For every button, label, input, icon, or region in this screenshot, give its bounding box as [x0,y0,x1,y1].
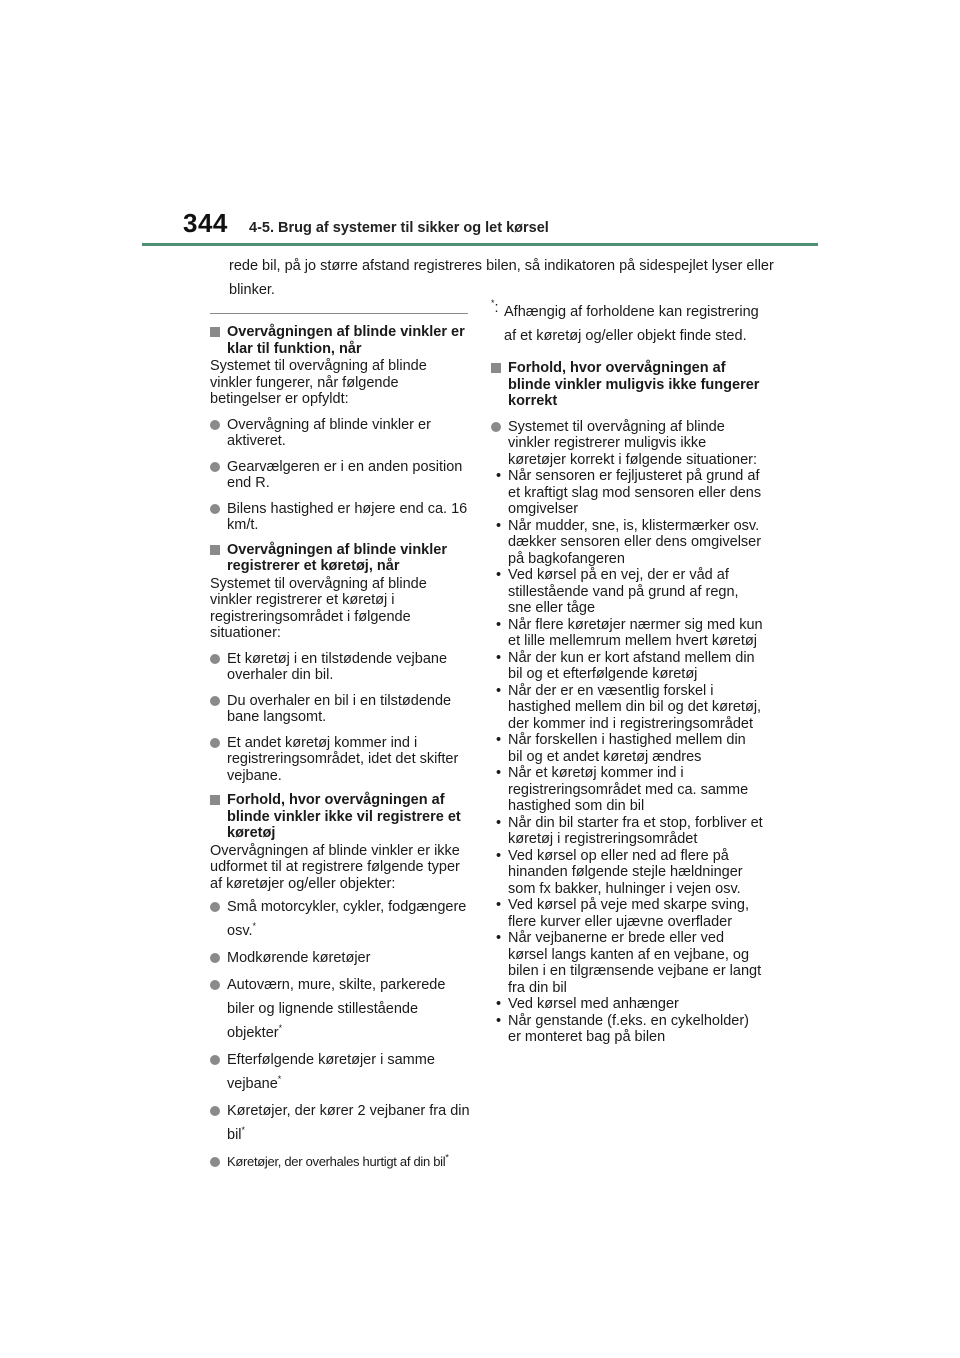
list-item: Køretøjer, der overhales hurtigt af din bil* [210,1150,472,1174]
sub-list-item: • Ved kørsel med anhænger [496,996,679,1012]
dot-marker-icon: • [496,847,502,864]
section-text: Overvågningen af blinde vinkler er ikke udformet til at registrere følgende typer af køretøjer og/eller objekter: [210,842,460,892]
dot-marker-icon: • [496,1012,502,1029]
sub-list-item: • Når der kun er kort afstand mellem din bil og et efterfølgende køretøj [496,649,755,682]
footnote-mark: *: [491,298,499,316]
circle-bullet-icon [210,1106,220,1116]
dot-marker-icon: • [496,996,502,1012]
circle-bullet-icon [491,422,501,432]
sub-list-item: • Ved kørsel på veje med skarpe sving, flere kurver eller ujævne overflader [496,897,749,930]
column-divider [210,313,468,314]
dot-marker-icon: • [496,732,502,748]
sub-list-item: • Når vejbanerne er brede eller ved kørsel langs kanten af en vejbane, og bilen i en tilgrænsende vejbane er langt fra din bil [496,930,762,996]
sub-list-item: • Når et køretøj kommer ind i registreringsområdet med ca. samme hastighed som din bil [496,765,749,814]
list-item: Modkørende køretøjer [210,946,472,970]
circle-bullet-icon [210,654,220,664]
section-heading: Overvågningen af blinde vinkler registrerer et køretøj, når [210,542,472,575]
list-item: Efterfølgende køretøjer i samme vejbane* [210,1048,472,1096]
page-number: 344 [183,208,228,238]
dot-marker-icon: • [496,649,502,666]
sub-list-item: • Når mudder, sne, is, klistermærker osv. dækker sensoren eller dens omgivelser på bagkofangeren [496,517,762,567]
section-text: Systemet til overvågning af blinde vinkler fungerer, når følgende betingelser er opfyldt: [210,358,427,407]
circle-bullet-icon [210,1055,220,1065]
list-item: Et andet køretøj kommer ind i registreringsområdet, idet det skifter vejbane. [210,735,472,785]
left-column [210,316,472,1174]
header-rule [142,243,818,246]
circle-bullet-icon [210,462,220,472]
sub-list-item: • Når forskellen i hastighed mellem din bil og et andet køretøj ændres [496,732,746,765]
list-item: Du overhaler en bil i en tilstødende bane langsomt. [210,693,472,726]
circle-bullet-icon [210,696,220,706]
square-bullet-icon [491,363,501,373]
square-bullet-icon [210,545,220,555]
right-column [491,300,763,1046]
list-item: Autoværn, mure, skilte, parkerede biler og lignende stillestående objekter* [210,973,472,1045]
sub-list-item: • Ved kørsel op eller ned ad flere på hinanden følgende stejle hældninger som fx bakker, hulninger i vejen osv. [496,847,743,897]
dot-marker-icon: • [496,468,502,484]
list-item: Overvågning af blinde vinkler er aktiveret. [210,417,472,450]
sub-list-item: • Ved kørsel på en vej, der er våd af stillestående vand på grund af regn, sne eller tåge [496,567,739,616]
sub-list-item: • Når sensoren er fejljusteret på grund af et kraftigt slag mod sensoren eller dens omgivelser [496,468,762,517]
list-item: Systemet til overvågning af blinde vinkler registrerer muligvis ikke køretøjer korrekt i følgende situationer: [491,419,763,469]
section-heading: Forhold, hvor overvågningen af blinde vinkler ikke vil registrere et køretøj [210,792,472,842]
circle-bullet-icon [210,738,220,748]
section-heading: Overvågningen af blinde vinkler er klar til funktion, når [210,324,472,357]
list-item: Gearvælgeren er i en anden position end R. [210,459,472,492]
circle-bullet-icon [210,902,220,912]
dot-marker-icon: • [496,567,502,583]
square-bullet-icon [210,795,220,805]
section-text: Systemet til overvågning af blinde vinkler registrerer et køretøj i registreringsområdet i følgende situationer: [210,575,427,641]
circle-bullet-icon [210,1157,220,1167]
sub-list-item: • Når der er en væsentlig forskel i hastighed mellem din bil og det køretøj, der kommer ind i registreringsområdet [496,682,762,732]
sub-list-item: • Når genstande (f.eks. en cykelholder) er monteret bag på bilen [496,1012,749,1045]
dot-marker-icon: • [496,517,502,534]
intro-paragraph: rede bil, på jo større afstand registreres bilen, så indikatoren på sidespejlet lyser eller blinker. [229,258,774,298]
footnote: *: Afhængig af forholdene kan registrering af et køretøj og/eller objekt finde sted. [491,300,763,348]
sub-list-item: • Når din bil starter fra et stop, forbliver et køretøj i registreringsområdet [496,814,763,847]
list-item: Køretøjer, der kører 2 vejbaner fra din bil* [210,1099,472,1147]
circle-bullet-icon [210,420,220,430]
dot-marker-icon: • [496,814,502,831]
circle-bullet-icon [210,504,220,514]
circle-bullet-icon [210,980,220,990]
circle-bullet-icon [210,953,220,963]
list-item: Et køretøj i en tilstødende vejbane overhaler din bil. [210,651,472,684]
list-item: Bilens hastighed er højere end ca. 16 km/t. [210,501,472,534]
dot-marker-icon: • [496,616,502,633]
dot-marker-icon: • [496,930,502,946]
dot-marker-icon: • [496,897,502,913]
dot-marker-icon: • [496,765,502,781]
chapter-title: 4-5. Brug af systemer til sikker og let kørsel [249,220,549,236]
square-bullet-icon [210,327,220,337]
list-item: Små motorcykler, cykler, fodgængere osv.* [210,895,472,943]
section-heading: Forhold, hvor overvågningen af blinde vinkler muligvis ikke fungerer korrekt [491,360,763,410]
sub-list [491,468,763,1046]
dot-marker-icon: • [496,682,502,699]
sub-list-item: • Når flere køretøjer nærmer sig med kun et lille mellemrum mellem hvert køretøj [496,616,763,649]
